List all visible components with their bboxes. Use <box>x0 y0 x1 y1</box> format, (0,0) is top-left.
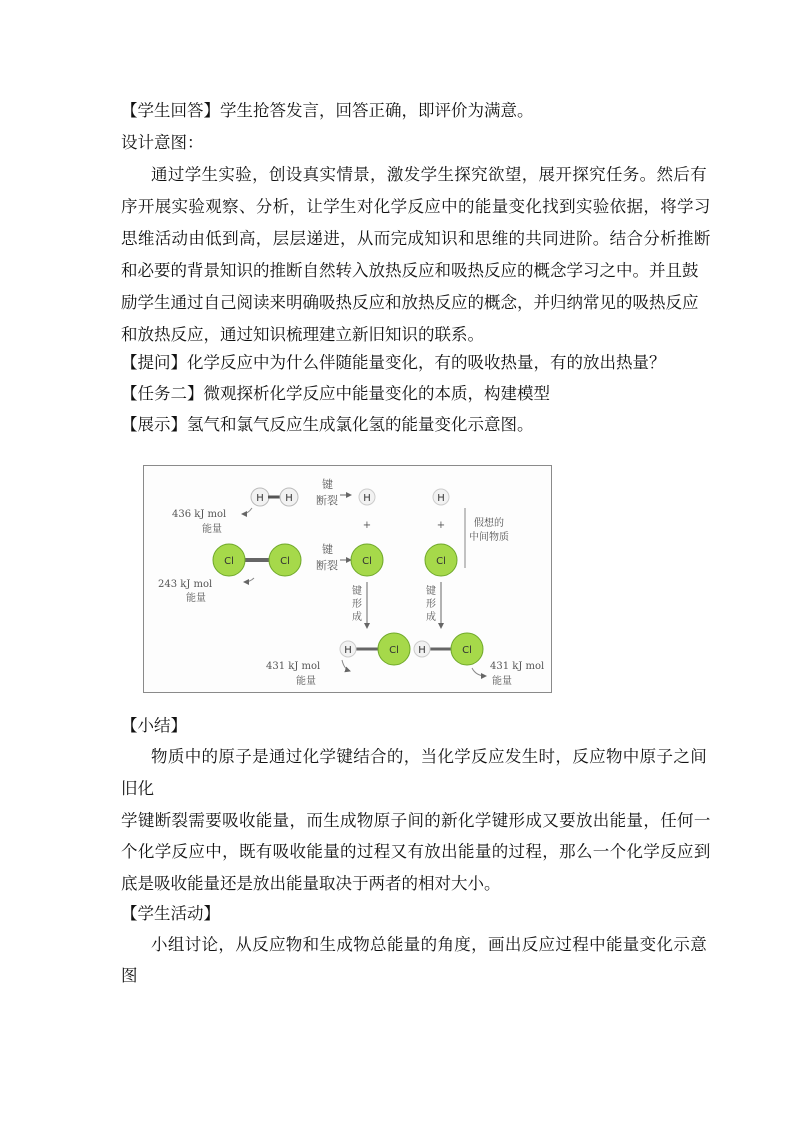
cl-symbol: Cl <box>436 556 446 567</box>
bond-form-label-c: 成 <box>426 612 436 623</box>
bond-break-label-1b: 断裂 <box>316 494 338 507</box>
hypothetical-label-2: 中间物质 <box>469 532 509 543</box>
student-activity-heading: 【学生活动】 <box>121 904 220 923</box>
energy-hcl-word-right: 能量 <box>492 676 512 687</box>
energy-change-diagram <box>143 465 552 693</box>
paragraph-line: 和必要的背景知识的推断自然转入放热反应和吸热反应的概念学习之中。并且鼓 <box>121 261 699 280</box>
energy-hcl-value-left: 431 kJ mol <box>266 661 321 672</box>
h-symbol: H <box>256 493 264 504</box>
hcl-molecule <box>414 633 483 665</box>
energy-hcl-value-right: 431 kJ mol <box>490 661 545 672</box>
energy-arrow <box>244 578 254 582</box>
bond-break-label-2b: 断裂 <box>316 559 338 572</box>
hypothetical-label-1: 假想的 <box>474 518 504 529</box>
bond-form-label-a: 键 <box>352 586 362 597</box>
bond-form-label-a: 键 <box>426 586 436 597</box>
h-symbol: H <box>344 645 352 656</box>
cl-symbol: Cl <box>389 645 399 656</box>
energy-cl2-value: 243 kJ mol <box>158 579 213 590</box>
paragraph-line: 图 <box>121 966 138 985</box>
paragraph-line: 思维活动由低到高，层层递进，从而完成知识和思维的共同进阶。结合分析推断 <box>121 229 711 248</box>
h2-molecule <box>251 488 298 506</box>
paragraph-line: 和放热反应，通过知识梳理建立新旧知识的联系。 <box>121 325 484 344</box>
energy-hcl-word-left: 能量 <box>296 676 316 687</box>
paragraph-line: 个化学反应中，既有吸收能量的过程又有放出能量的过程，那么一个化学反应到 <box>121 842 711 861</box>
cl-symbol: Cl <box>224 556 234 567</box>
paragraph-line: 物质中的原子是通过化学键结合的，当化学反应发生时，反应物中原子之间 <box>151 747 708 766</box>
plus-sign: + <box>362 520 372 531</box>
paragraph-line: 学键断裂需要吸收能量，而生成物原子间的新化学键形成又要放出能量，任何一 <box>121 811 711 830</box>
paragraph-line: 小组讨论，从反应物和生成物总能量的角度，画出反应过程中能量变化示意 <box>151 935 708 954</box>
energy-change-svg <box>144 466 551 692</box>
paragraph-line: 底是吸收能量还是放出能量取决于两者的相对大小。 <box>121 874 501 893</box>
energy-arrow <box>242 508 252 514</box>
energy-h2-word: 能量 <box>202 524 222 535</box>
energy-arrow <box>472 668 486 676</box>
paragraph-line: 序开展实验观察、分析，让学生对化学反应中的能量变化找到实验依据，将学习 <box>121 197 711 216</box>
cl2-molecule <box>213 544 301 576</box>
plus-sign: + <box>436 520 446 531</box>
energy-arrow <box>342 660 350 671</box>
question-line: 【提问】化学反应中为什么伴随能量变化，有的吸收热量，有的放出热量？ <box>121 353 666 372</box>
student-answer-line: 【学生回答】学生抢答发言，回答正确，即评价为满意。 <box>121 101 534 120</box>
summary-heading: 【小结】 <box>121 716 187 735</box>
paragraph-line: 通过学生实验，创设真实情景，激发学生探究欲望，展开探究任务。然后有 <box>151 165 708 184</box>
task-two-line: 【任务二】微观探析化学反应中能量变化的本质，构建模型 <box>121 384 550 403</box>
h-symbol: H <box>418 645 426 656</box>
bond-form-label-b: 形 <box>426 599 436 610</box>
hcl-molecule <box>340 633 410 665</box>
h-symbol: H <box>363 493 371 504</box>
paragraph-line: 旧化 <box>121 779 154 798</box>
display-line: 【展示】氢气和氯气反应生成氯化氢的能量变化示意图。 <box>121 415 534 434</box>
design-intent-heading: 设计意图： <box>121 133 204 152</box>
energy-cl2-word: 能量 <box>186 593 206 604</box>
h-symbol: H <box>285 493 293 504</box>
cl-symbol: Cl <box>362 556 372 567</box>
bond-form-label-b: 形 <box>352 599 362 610</box>
paragraph-line: 励学生通过自己阅读来明确吸热反应和放热反应的概念，并归纳常见的吸热反应 <box>121 293 699 312</box>
h-symbol: H <box>437 493 445 504</box>
cl-symbol: Cl <box>280 556 290 567</box>
bond-break-label-1a: 键 <box>322 478 333 491</box>
cl-symbol: Cl <box>462 645 472 656</box>
bond-form-label-c: 成 <box>352 612 362 623</box>
energy-h2-value: 436 kJ mol <box>172 509 227 520</box>
bond-break-label-2a: 键 <box>322 543 333 556</box>
